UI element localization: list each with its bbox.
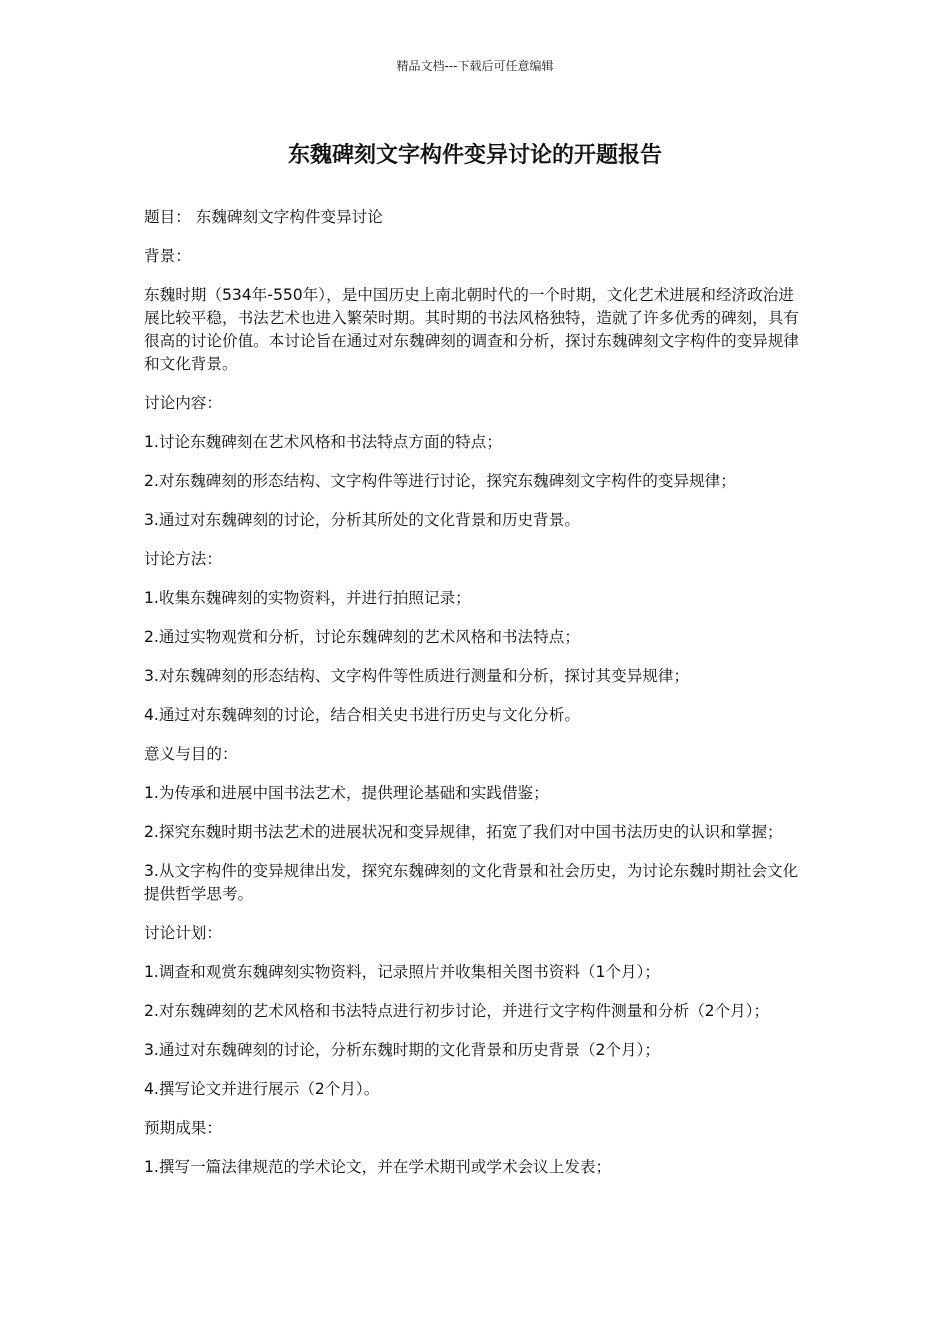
plan-item-3: 3.通过对东魏碑刻的讨论，分析东魏时期的文化背景和历史背景（2个月）； bbox=[144, 1041, 660, 1059]
topic-line: 题目： 东魏碑刻文字构件变异讨论 bbox=[144, 208, 383, 226]
expected-results-heading: 预期成果： bbox=[144, 1119, 222, 1137]
plan-item-4: 4.撰写论文并进行展示（2个月）。 bbox=[144, 1080, 380, 1098]
research-method-item-1: 1.收集东魏碑刻的实物资料，并进行拍照记录； bbox=[144, 589, 471, 607]
research-method-item-4: 4.通过对东魏碑刻的讨论，结合相关史书进行历史与文化分析。 bbox=[144, 706, 580, 724]
significance-item-3: 3.从文字构件的变异规律出发，探究东魏碑刻的文化背景和社会历史，为讨论东魏时期社会文化提供哲学思考。 bbox=[144, 862, 799, 903]
background-heading: 背景： bbox=[144, 247, 191, 265]
research-content-item-3: 3.通过对东魏碑刻的讨论，分析其所处的文化背景和历史背景。 bbox=[144, 511, 580, 529]
significance-heading: 意义与目的： bbox=[144, 745, 238, 763]
expected-results-item-1: 1.撰写一篇法律规范的学术论文，并在学术期刊或学术会议上发表； bbox=[144, 1158, 612, 1176]
background-paragraph: 东魏时期（534年-550年），是中国历史上南北朝时代的一个时期，文化艺术进展和经济政治进展比较平稳，书法艺术也进入繁荣时期。其时期的书法风格独特，造就了许多优秀的碑刻，具有很高的讨论价值。本讨论旨在通过对东魏碑刻的调查和分析，探讨东魏碑刻文字构件的变异规律和文化背景。 bbox=[144, 286, 799, 373]
header-note: 精品文档---下载后可任意编辑 bbox=[396, 59, 554, 73]
document-body bbox=[144, 206, 806, 1195]
research-content-item-1: 1.讨论东魏碑刻在艺术风格和书法特点方面的特点； bbox=[144, 433, 502, 451]
significance-item-1: 1.为传承和进展中国书法艺术，提供理论基础和实践借鉴； bbox=[144, 784, 549, 802]
plan-item-2: 2.对东魏碑刻的艺术风格和书法特点进行初步讨论，并进行文字构件测量和分析（2个月）； bbox=[144, 1002, 770, 1020]
research-content-item-2: 2.对东魏碑刻的形态结构、文字构件等进行讨论，探究东魏碑刻文字构件的变异规律； bbox=[144, 472, 736, 490]
document-title: 东魏碑刻文字构件变异讨论的开题报告 bbox=[287, 143, 662, 168]
plan-heading: 讨论计划： bbox=[144, 924, 222, 942]
research-method-item-3: 3.对东魏碑刻的形态结构、文字构件等性质进行测量和分析，探讨其变异规律； bbox=[144, 667, 690, 685]
research-method-heading: 讨论方法： bbox=[144, 550, 222, 568]
plan-item-1: 1.调查和观赏东魏碑刻实物资料，记录照片并收集相关图书资料（1个月）； bbox=[144, 963, 660, 981]
research-content-heading: 讨论内容： bbox=[144, 394, 222, 412]
research-method-item-2: 2.通过实物观赏和分析，讨论东魏碑刻的艺术风格和书法特点； bbox=[144, 628, 580, 646]
significance-item-2: 2.探究东魏时期书法艺术的进展状况和变异规律，拓宽了我们对中国书法历史的认识和掌握； bbox=[144, 823, 783, 841]
